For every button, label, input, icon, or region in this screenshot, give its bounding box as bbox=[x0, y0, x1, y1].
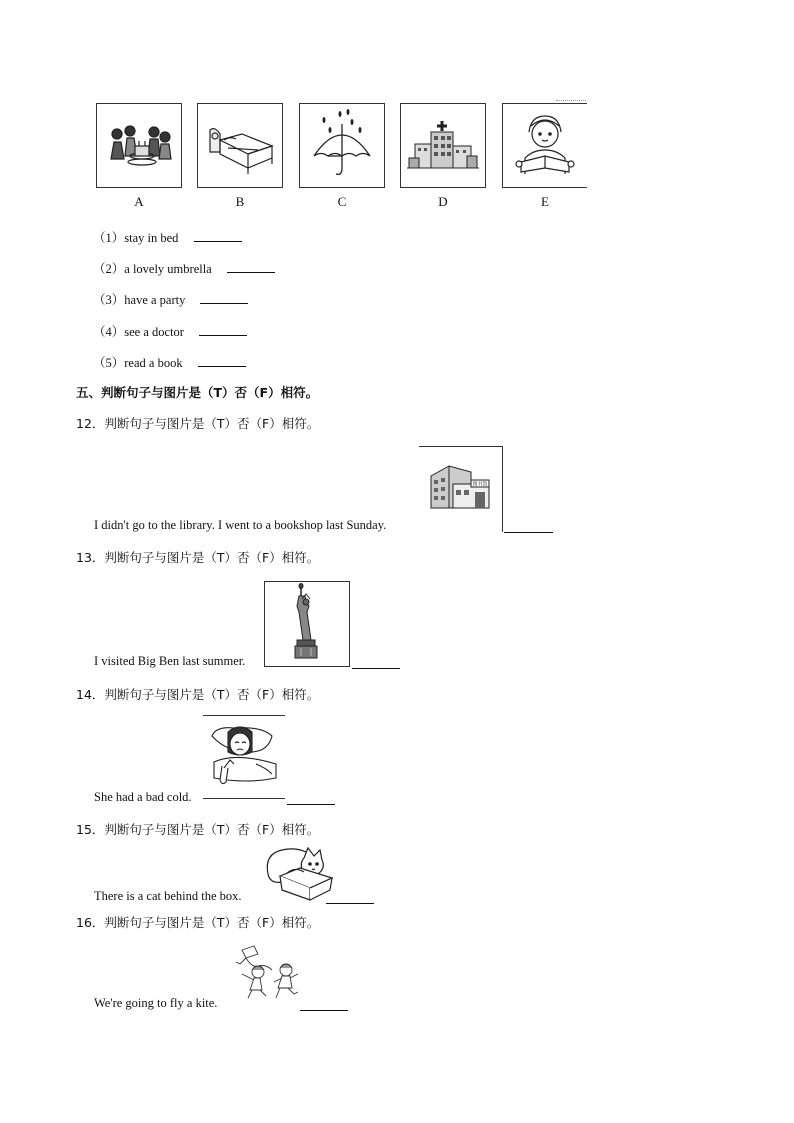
list-item bbox=[93, 353, 246, 371]
picture-row-edge bbox=[556, 100, 586, 101]
picture-12 bbox=[427, 462, 495, 512]
answer-blank-12[interactable] bbox=[504, 532, 553, 533]
sentence-15: There is a cat behind the box. bbox=[94, 889, 242, 903]
section-header: 五、判断句子与图片是（T）否（F）相符。 bbox=[76, 385, 319, 400]
picture-16 bbox=[232, 944, 302, 1002]
picture-e bbox=[502, 103, 587, 188]
answer-blank-15[interactable] bbox=[326, 903, 374, 904]
sick-girl-icon bbox=[206, 722, 282, 788]
kids-flying-kite-icon bbox=[232, 944, 302, 1002]
picture-14 bbox=[206, 722, 282, 788]
answer-blank[interactable] bbox=[227, 271, 275, 273]
umbrella-icon bbox=[300, 104, 384, 187]
answer-blank[interactable] bbox=[198, 365, 246, 367]
hospital-icon bbox=[401, 104, 485, 187]
item-number: （1） bbox=[93, 231, 125, 245]
item-number: （4） bbox=[93, 325, 125, 339]
item-text: a lovely umbrella bbox=[124, 262, 212, 276]
picture-label-b: B bbox=[235, 194, 245, 209]
question-title-13: 13．判断句子与图片是（T）否（F）相符。 bbox=[76, 550, 320, 565]
item-number: （3） bbox=[93, 293, 125, 307]
answer-blank[interactable] bbox=[194, 240, 242, 242]
party-icon bbox=[97, 104, 181, 187]
answer-blank[interactable] bbox=[200, 302, 248, 304]
picture-b bbox=[197, 103, 283, 188]
picture-label-d: D bbox=[438, 194, 448, 209]
item-number: （5） bbox=[93, 356, 125, 370]
reading-boy-icon bbox=[503, 104, 587, 187]
item-text: read a book bbox=[124, 356, 183, 370]
sentence-16: We're going to fly a kite. bbox=[94, 996, 218, 1010]
answer-blank-14[interactable] bbox=[287, 804, 335, 805]
image-frame-right bbox=[502, 446, 503, 532]
cat-in-box-icon bbox=[260, 844, 334, 902]
answer-blank[interactable] bbox=[199, 334, 247, 336]
list-item bbox=[93, 228, 242, 246]
picture-13 bbox=[264, 581, 350, 667]
image-frame-top bbox=[419, 446, 502, 447]
question-title-12: 12．判断句子与图片是（T）否（F）相符。 bbox=[76, 416, 320, 431]
picture-15 bbox=[260, 844, 334, 902]
picture-label-e: E bbox=[541, 194, 549, 209]
sentence-12: I didn't go to the library. I went to a bookshop last Sunday. bbox=[94, 518, 387, 532]
picture-label-a: A bbox=[134, 194, 144, 209]
list-item bbox=[93, 259, 275, 277]
image-frame-bottom bbox=[203, 798, 285, 799]
question-title-15: 15．判断句子与图片是（T）否（F）相符。 bbox=[76, 822, 320, 837]
sentence-14: She had a bad cold. bbox=[94, 790, 192, 804]
question-title-16: 16．判断句子与图片是（T）否（F）相符。 bbox=[76, 915, 320, 930]
library-sign: 图书馆 bbox=[472, 481, 488, 488]
answer-blank-16[interactable] bbox=[300, 1010, 348, 1011]
list-item bbox=[93, 290, 248, 308]
answer-blank-13[interactable] bbox=[352, 668, 400, 669]
library-building-icon bbox=[427, 462, 495, 512]
picture-d bbox=[400, 103, 486, 188]
statue-of-liberty-icon bbox=[265, 582, 349, 666]
list-item bbox=[93, 322, 247, 340]
picture-a bbox=[96, 103, 182, 188]
picture-c bbox=[299, 103, 385, 188]
item-text: stay in bed bbox=[124, 231, 179, 245]
item-number: （2） bbox=[93, 262, 125, 276]
question-title-14: 14．判断句子与图片是（T）否（F）相符。 bbox=[76, 687, 320, 702]
sentence-13: I visited Big Ben last summer. bbox=[94, 654, 246, 668]
image-frame-top bbox=[203, 715, 285, 716]
bed-icon bbox=[198, 104, 282, 187]
item-text: see a doctor bbox=[124, 325, 184, 339]
item-text: have a party bbox=[124, 293, 186, 307]
picture-label-c: C bbox=[337, 194, 347, 209]
